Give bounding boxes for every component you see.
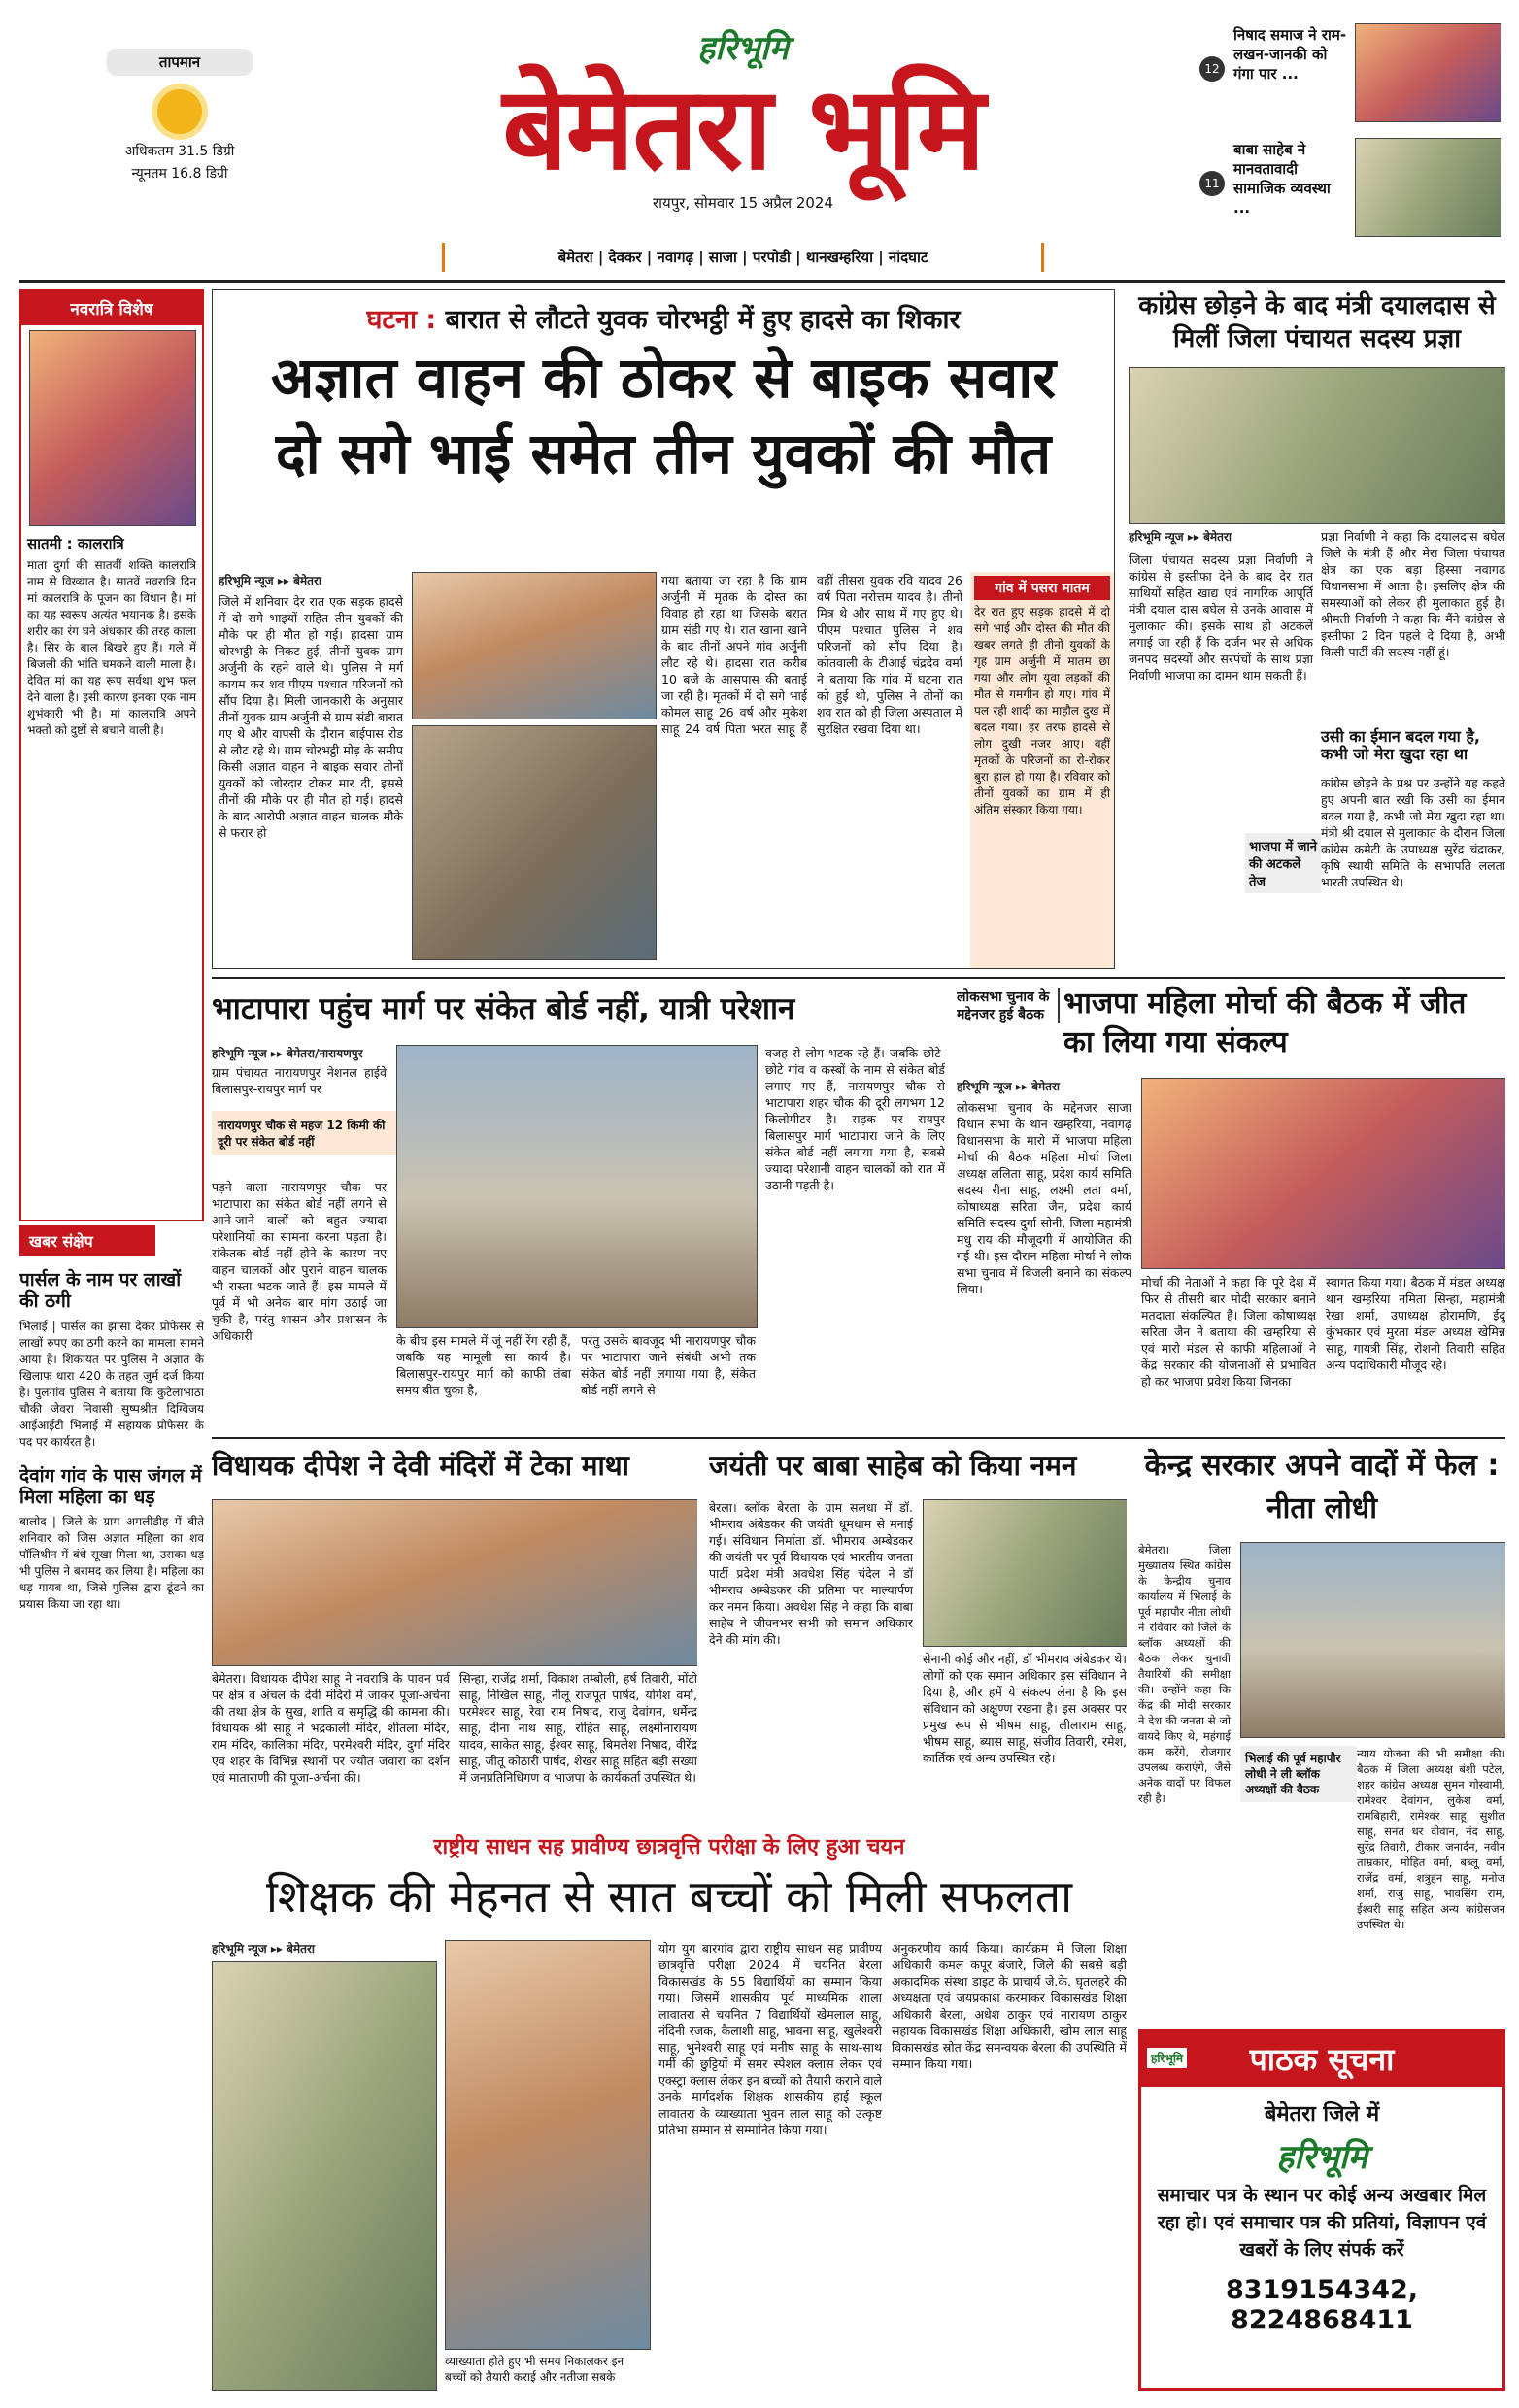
reader-notice (1138, 2029, 1505, 2391)
navratri-box (19, 289, 204, 1221)
scholarship-byline: हरिभूमि न्यूज ▸▸ बेमेतरा (212, 1942, 315, 1956)
lodhi-photo (1240, 1542, 1505, 1738)
masthead-title: बेमेतरा भूमि (502, 61, 984, 195)
lead-sidebar (970, 572, 1114, 968)
masthead (427, 29, 1059, 243)
teaser-item[interactable] (1180, 134, 1501, 241)
side-title: गांव में पसरा मातम (974, 576, 1110, 600)
edition-item[interactable]: साजा (708, 249, 737, 266)
accident-photo-2 (412, 725, 657, 960)
min-temp: न्यूनतम 16.8 डिग्री (131, 166, 228, 182)
mla-col2: सिन्हा, राजेंद्र शर्मा, विकाश तम्बोली, हर्ष तिवारी, मोंटी साहू, निखिल साहू, नीलू राजपूत पार्षद, योगेश वर्मा, परमेश्वर साहू, रेवा राम निषाद, राजु देवांगन, धर्मेन्द्र साहू, दीना नाथ साहू, रोहित साहू, लक्ष्मीनारायण यादव, साकेत साहू, ईश्वर साहू, बिमलेश निषाद, वीरेंद्र साहू, जीतू कोठारी पार्षद, शेखर साहू सहित बड़ी संख्या में जनप्रतिनिधिगण व भाजपा के कार्यकर्ता उपस्थित थे। (459, 1671, 697, 1785)
teaser-photo (1355, 23, 1501, 122)
lead-col2: गया बताया जा रहा है कि ग्राम अर्जुनी में मृतक के दोस्त का विवाह हो रहा था जिसके बरात ग्राम संडी गए थे। रात खाना खाने के बाद तीनों अपने गांव अर्जुनी लौट रहे थे। हादसा रात करीब 10 बजे के आसपास की बताई जा रही है। मृतकों में दो सगे भाई कोमल साहू 26 वर्ष और मुकेश साहू 24 वर्ष पिता भरत साहू हैं वहीं तीसरा युवक रवि यादव 26 वर्ष पिता नरोत्तम यादव है। तीनों मित्र थे और साथ में गए हुए थे। पीएम पश्चात पुलिस ने शव परिजनों को सौंप दिया है। कोतवाली के टीआई चंद्रदेव वर्मा ने बताया कि गांव में घटना रात को हुई थी, पुलिस ने तीनों का शव रात को ही जिला अस्पताल में सुरक्षित रखवा दिया था। (661, 573, 962, 736)
notice-phones[interactable]: 8319154342, 8224868411 (1225, 2275, 1419, 2335)
lead-headline-1: अज्ञात वाहन की ठोकर से बाइक सवार (270, 345, 1057, 411)
ambedkar-headline: जयंती पर बाबा साहेब को किया नमन (709, 1450, 1077, 1482)
notice-line1: बेमेतरा जिले में (1264, 2102, 1380, 2126)
news-brief (19, 1225, 204, 2391)
ambedkar-photo (923, 1499, 1127, 1647)
bhatapara-intro: ग्राम पंचायत नारायणपुर नेशनल हाईवे बिलासपुर-रायपुर मार्ग पर (212, 1065, 387, 1096)
bhatapara-col4: वजह से लोग भटक रहे हैं। जबकि छोटे-छोटे गांव व कस्बों के नाम से संकेत बोर्ड लगाए गए हैं, नारायणपुर चौक से भाटापारा शहर चौक की दूरी लगभग 12 किलोमीटर है। सड़क पर रायपुर बिलासपुर मार्ग भाटापारा जाने के लिए संकेत बोर्ड नहीं लगाया गया है, सबसे ज्यादा परेशानी वाहन चालकों को रात में उठानी पड़ती है। (765, 1046, 945, 1192)
bjp-headline: भाजपा महिला मोर्चा की बैठक में जीत का लिया गया संकल्प (1063, 987, 1467, 1059)
congress-story (1129, 289, 1505, 969)
mla-headline: विधायक दीपेश ने देवी मंदिरों में टेका माथा (212, 1450, 629, 1482)
section-divider (212, 977, 1505, 979)
photo-caption: व्याख्याता होते हुए भी समय निकालकर इन बच्चों को तैयारी कराई और नतीजा सबके (445, 2355, 624, 2384)
goddess-image (29, 330, 196, 526)
brief-headline: देवांग गांव के पास जंगल में मिला महिला का धड़ (19, 1464, 202, 1508)
notice-header (1141, 2032, 1502, 2087)
teaser-photo (1355, 138, 1501, 237)
navratri-subtitle: सातमी : कालरात्रि (27, 535, 124, 552)
kicker-text: बारात से लौटते युवक चोरभट्ठी में हुए हादसे का शिकार (445, 305, 961, 335)
lodhi-headline: केन्द्र सरकार अपने वादों में फेल : नीता लोधी (1144, 1449, 1500, 1525)
lead-story (212, 289, 1115, 969)
notice-logo: हरिभूमि (1147, 2048, 1187, 2068)
weather-label: तापमान (107, 49, 253, 76)
lead-col1: जिले में शनिवार देर रात एक सड़क हादसे में दो सगे भाइयों सहित तीन युवकों की मौके पर ही मौत हो गई। हादसा ग्राम चोरभट्ठी के निकट हुई, तीनों युवक ग्राम अर्जुनी के रहने वाले थे। पुलिस ने मर्ग कायम कर शव पीएम पश्चात परिजनों को सौंप दिया है। मिली जानकारी के अनुसार तीनों युवक ग्राम अर्जुनी से ग्राम संडी बारात गए थे और वापसी के दौरान बाईपास रोड से लौट रहे थे। ग्राम चोरभट्ठी मोड़ के समीप किसी अज्ञात वाहन ने बाइक सवार तीनों युवकों को जोरदार टोकर मार दी, इससे तीनों की मौके पर ही मौत हो गई। हादसे के बाद आरोपी अज्ञात वाहन चालक मौके से फरार हो (219, 594, 403, 840)
congress-body-1: जिला पंचायत सदस्य प्रज्ञा निर्वाणी ने कांग्रेस से इस्तीफा देने के बाद देर रात साथियों सहित खाद्य एवं नागरिक आपूर्ति मंत्री दयाल दास बघेल से उनके आवास में मुलाकात की। इसके साथ ही अटकलें लगाई जा रही हैं कि दर्जन भर से अधिक जनपद सदस्यों और सरपंचों के साथ प्रज्ञा निर्वाणी भाजपा का दामन थाम सकती हैं। (1129, 552, 1313, 683)
edition-item[interactable]: बेमेतरा (557, 249, 593, 266)
congress-headline: कांग्रेस छोड़ने के बाद मंत्री दयालदास से मिलीं जिला पंचायत सदस्य प्रज्ञा (1138, 291, 1496, 353)
navratri-title: नवरात्रि विशेष (21, 291, 202, 325)
accident-photo-1 (412, 572, 657, 719)
bhatapara-callout: नारायणपुर चौक से महज 12 किमी की दूरी पर संकेत बोर्ड नहीं (212, 1111, 398, 1155)
bhatapara-col3: परंतु उसके बावजूद भी नारायणपुर चौक पर भाटापारा जाने संबंधी अभी तक संकेत बोर्ड नहीं लगाया गया है, संकेत बोर्ड नहीं लगने से (581, 1333, 756, 1397)
scholarship-col2: अनुकरणीय कार्य किया। कार्यक्रम में जिला शिक्षा अधिकारी कमल कपूर बंजारे, जिले की सबसे बड़ी अकादमिक संस्था डाइट के प्राचार्य जे.के. घृतलहरे की अध्यक्षता एवं जयप्रकाश करमाकर विकासखंड शिक्षा अधिकारी बेरला, अधेश ठाकुर एवं नारायण ठाकुर सहायक विकासखंड शिक्षा अधिकारी, खोम लाल साहू विकासखंड स्रोत केंद्र समन्वयक बेरला की उपस्थिति में सम्मान किया गया। (892, 1941, 1127, 2071)
dateline: रायपुर, सोमवार 15 अप्रैल 2024 (653, 194, 833, 212)
teaser-page-badge: 11 (1199, 171, 1225, 196)
navratri-body: माता दुर्गा की सातवीं शक्ति कालरात्रि नाम से विख्यात है। सातवें नवरात्रि दिन मां कालरात्रि के पूजन का विधान है। मां का यह स्वरूप अत्यंत भयानक है। इसके शरीर का रंग घने अंधकार की तरह काला है। सिर के बाल बिखरे हुए हैं। गले में बिजली की भांति चमकने वाली माला है। देवित मां का यह रूप सर्वथा शुभ फल देने वाला है। इसी कारण इनका एक नाम शुभंकारी भी है। मां कालरात्रि अपने भक्तों को दुष्टों से बचाने वाली है। (27, 558, 196, 737)
bjp-byline: हरिभूमि न्यूज ▸▸ बेमेतरा (957, 1080, 1060, 1093)
teaser-item[interactable] (1180, 19, 1501, 126)
bhatapara-byline: हरिभूमि न्यूज ▸▸ बेमेतरा/नारायणपुर (212, 1047, 363, 1060)
max-temp: अधिकतम 31.5 डिग्री (124, 144, 235, 159)
bhatapara-col1: पड़ने वाला नारायणपुर चौक पर भाटापारा का संकेत बोर्ड नहीं लगने से आने-जाने वालों को बहुत ज्यादा परेशानियों का सामना करना पड़ता है। संकेतक बोर्ड नहीं होने के कारण नए वाहन चालकों और पुराने वाहन चालक भी रास्ता भटक जाते हैं। इस मामले में पूर्व में भी अनेक बार मांग उठाई जा चुकी है, परंतु शासन और प्रशासन के अधिकारी (212, 1180, 387, 1343)
notice-line2: समाचार पत्र के स्थान पर कोई अन्य अखबार मिल रहा हो। एवं समाचार पत्र की प्रतियां, विज्ञापन एवं खबरों के लिए संपर्क करें (1157, 2185, 1487, 2260)
lead-byline: हरिभूमि न्यूज ▸▸ बेमेतरा (219, 574, 321, 587)
lodhi-col2: न्याय योजना की भी समीक्षा की। बैठक में जिला अध्यक्ष बंशी पटेल, शहर कांग्रेस अध्यक्ष सुमन गोस्वामी, रामेश्वर देवांगन, लुकेश वर्मा, रामबिहारी, रामेश्वर साहू, सुशील साहू, सनत धर दीवान, नंद साहू, सुरेंद्र तिवारी, टीकार जनार्दन, नवीन ताम्रकार, मोहित वर्मा, बब्लू वर्मा, राजेंद्र वर्मा, शत्रुहन साहू, मनोज शर्मा, राजु साहू, भावसिंग राम, ईश्वरी साहू सहित अन्य कांग्रेसजन उपस्थित थे। (1357, 1747, 1505, 1931)
teaser-page-badge: 12 (1199, 56, 1225, 82)
bjp-col1: लोकसभा चुनाव के मद्देनजर साजा विधान सभा के थान खम्हरिया, नवागढ़ विधानसभा के मारो में भाजपा महिला मोर्चा की बैठक महिला मोर्चा जिला अध्यक्ष ललिता साहू, प्रदेश कार्य समिति सदस्य रीना साहू, लक्ष्मी लता वर्मा, कोषाध्यक्ष सरिता जैन, प्रदेश कार्य समिति सदस्य दुर्गा सोनी, जिला महामंत्री मधु राय की मौजूदगी में आयोजित की गई थी। इस दौरान महिला मोर्चा ने लोक सभा चुनाव में बिजली बनाने का संकल्प लिया। (957, 1100, 1131, 1296)
teaser-text: बाबा साहेब ने मानवतावादी सामाजिक व्यवस्था ... (1233, 141, 1331, 217)
students-photo-main (445, 1940, 651, 2350)
lodhi-col1: बेमेतरा। जिला मुख्यालय स्थित कांग्रेस के केन्द्रीय चुनाव कार्यालय में भिलाई के पूर्व महापौर नीता लोधी ने रविवार को जिले के ब्लॉक अध्यक्षों की बैठक लेकर चुनावी तैयारियों की समीक्षा की। उन्होंने कहा कि केंद्र की मोदी सरकार ने देश की जनता से जो वायदे किए थे, महंगाई कम करेंगे, रोजगार उपलब्ध कराएंगे, जैसे अनेक वादों पर विफल रही है। (1138, 1543, 1231, 1805)
brief-body: बालोद | जिले के ग्राम अमलीडीह में बीते शनिवार को जिस अज्ञात महिला का शव पॉलिथीन में बंधे सूखा मिला था, उसका धड़ भी पुलिस ने बरामद कर लिया है। महिला का धड़ गायब था, जिसे पुलिस द्वारा ढूंढने का प्रयास किया जा रहा था। (19, 1515, 204, 1612)
teaser-strip (1180, 19, 1501, 243)
bjp-col2: मोर्चा की नेताओं ने कहा कि पूरे देश में फिर से तीसरी बार मोदी सरकार बनाने मतदाता संकल्पित है। जिला कोषाध्यक्ष सरिता जैन ने बताया की खम्हरिया से एवं मारो मंडल से काफी महिलाओं ने केंद्र सरकार की योजनाओं से प्रभावित हो कर भाजपा प्रवेश किया जिनका (1141, 1275, 1316, 1388)
weather-box (107, 49, 253, 214)
congress-body-2: प्रज्ञा निर्वाणी ने कहा कि दयालदास बघेल जिले के मंत्री हैं और मेरा जिला पंचायत क्षेत्र का एक बड़ा हिस्सा नवागढ़ विधानसभा में आता है। इसलिए क्षेत्र की समस्याओं को लेकर ही मुलाकात हुई है। श्रीमती निर्वाणी ने कहा कि मैंने कांग्रेस से इस्तीफा 2 दिन पहले दे दिया है, अभी किसी पार्टी की सदस्य नहीं हूं। (1321, 529, 1505, 659)
notice-brand: हरिभूमि (1276, 2138, 1367, 2177)
lead-headline-2: दो सगे भाई समेत तीन युवकों की मौत (275, 420, 1052, 486)
ambedkar-story (709, 1445, 1127, 1823)
scholarship-col1: योग युग बारगांव द्वारा राष्ट्रीय साधन सह प्रावीण्य छात्रवृत्ति परीक्षा 2024 में चयनित बेरला विकासखंड के 55 विद्यार्थियों का सम्मान किया गया। जिसमें शासकीय पूर्व माध्यमिक शाला लावातरा से चयनित 7 विद्यार्थियों खेमलाल साहू, नंदिनी रजक, कैलाशी साहू, भावना साहू, खुलेश्वरी साहू, भुनेश्वरी साहू एवं मनीष साहू के साथ-साथ गर्मी की छुट्टियों में समर स्पेशल क्लास लेकर एवं एक्स्ट्रा क्लास लेकर इन बच्चों को तैयारी कराने वाले उनके मार्गदर्शक शिक्षक शासकीय हाई स्कूल लावातरा के व्याख्याता भुवन लाल साहू को उत्कृष्ट प्रतिभा सम्मान से सम्मानित किया गया। (658, 1941, 882, 2137)
scholarship-headline: शिक्षक की मेहनत से सात बच्चों को मिली सफलता (265, 1870, 1073, 1923)
scholarship-kicker: राष्ट्रीय साधन सह प्रावीण्य छात्रवृत्ति परीक्षा के लिए हुआ चयन (433, 1835, 905, 1859)
edition-bar: बेमेतरा | देवकर | नवागढ़ | साजा | परपोडी | थानखम्हरिया | नांदघाट (442, 243, 1044, 272)
bhatapara-story (212, 985, 945, 1431)
congress-subheadline: उसी का ईमान बदल गया है, कभी जो मेरा खुदा रहा था (1321, 727, 1480, 764)
teaser-text: निषाद समाज ने राम-लखन-जानकी को गंगा पार ... (1233, 26, 1347, 83)
edition-item[interactable]: देवकर (608, 249, 642, 266)
side-body: देर रात हुए सड़क हादसे में दो सगे भाई और दोस्त की मौत की खबर लगते ही तीनों युवकों के गृह ग्राम अर्जुनी में मातम छा गया और लोग यूवा लड़कों की मौत से गमगीन हो गए। गांव में पल रही शादी का माहौल दुख में बदल गया। हर तरफ हादसे से लोग दुखी नजर आए। वहीं मृतकों के परिजनों का रो-रोकर बुरा हाल हो गया है। रविवार को तीनों युवकों का ग्राम में ही अंतिम संस्कार किया गया। (974, 605, 1110, 817)
edition-item[interactable]: थानखम्हरिया (805, 249, 873, 266)
sun-icon (157, 89, 202, 134)
mla-col1: बेमेतरा। विधायक दीपेश साहू ने नवरात्रि के पावन पर्व पर क्षेत्र व अंचल के देवी मंदिरों में जाकर पूजा-अर्चना की तथा क्षेत्र के सुख, शांति व समृद्धि की कामना की। विधायक श्री साहू ने भद्रकाली मंदिर, शीतला मंदिर, राम मंदिर, कालिका मंदिर, परमेश्वरी मंदिर, दुर्गा मंदिर एवं शहर के विभिन्न स्थानों पर ज्योत जंवारा का दर्शन एवं माताराणी की पूजा-अर्चना की। (212, 1671, 450, 1785)
mla-photo (212, 1499, 697, 1666)
brief-body: भिलाई | पार्सल का झांसा देकर प्रोफेसर से लाखों रुपए का ठगी करने का मामला सामने आया है। शिकायत पर पुलिस ने अज्ञात के खिलाफ धारा 420 के तहत जुर्म दर्ज किया है। पुलगांव पुलिस ने बताया कि कुटेलाभाठा चौकी जेवरा निवासी सुष्पश्रीत दिग्विजय आईआईटी भिलाई में सहायक प्रोफेसर के पद पर कार्यरत है। (19, 1319, 204, 1449)
edition-item[interactable]: नांदघाट (888, 249, 928, 266)
congress-subbody: कांग्रेस छोड़ने के प्रश्न पर उन्होंने यह कहते हुए अपनी बात रखी कि उसी का ईमान बदल गया है, कभी जो मेरा खुदा रहा था। मंत्री श्री दयाल से मुलाकात के दौरान जिला कांग्रेस कमेटी के उपाध्यक्ष सुरेंद्र चंद्राकर, कृषि स्थायी समिति के सभापति ललता भारती उपस्थित थे। (1321, 776, 1505, 889)
lead-kicker (213, 290, 1114, 340)
brief-headline: पार्सल के नाम पर लाखों की ठगी (19, 1269, 182, 1312)
bjp-col3: स्वागत किया गया। बैठक में मंडल अध्यक्ष थान खम्हरिया नमिता सिन्हा, महामंत्री रेखा शर्मा, उपाध्यक्ष होरामणि, ईदु कुंभकार एवं मुरता मंडल अध्यक्ष खेमिन्न साहू, गायत्री सिंह, रोशनी तिवारी सहित अन्य पदाधिकारी मौजूद रहे। (1326, 1275, 1505, 1372)
kicker-label: घटना : (366, 305, 437, 335)
congress-side-note: भाजपा में जाने की अटकलें तेज (1245, 833, 1321, 893)
ambedkar-col1: बेरला। ब्लॉक बेरला के ग्राम सलधा में डॉ. भीमराव अंबेडकर की जयंती धूमधाम से मनाई गई। संविधान निर्माता डॉ. भीमराव अम्बेडकर की जयंती पर पूर्व विधायक एवं भारतीय जनता पार्टी प्रदेश मंत्री अवधेश सिंह चंदेल ने डॉ भीमराव अम्बेडकर की प्रतिमा पर माल्यार्पण कर नमन किया। अवधेश सिंह ने कहा कि बाबा साहेब ने जीवनभर सभी को समान अधिकार देने की मांग की। (709, 1500, 913, 1647)
news-brief-header: खबर संक्षेप (19, 1225, 155, 1256)
masthead-divider (19, 280, 1505, 283)
congress-photo (1129, 367, 1505, 524)
lodhi-side-note: भिलाई की पूर्व महापौर लोधी ने ली ब्लॉक अध्यक्षों की बैठक (1240, 1746, 1357, 1802)
section-divider (212, 1437, 1505, 1439)
bjp-tag: लोकसभा चुनाव के मद्देनजर हुई बैठक (957, 988, 1060, 1023)
bjp-story (957, 985, 1505, 1431)
lodhi-story (1138, 1445, 1505, 2018)
brand-small-logo: हरिभूमि (697, 29, 789, 68)
road-photo (396, 1045, 758, 1328)
mla-story (212, 1445, 697, 1823)
bhatapara-headline: भाटापारा पहुंच मार्ग पर संकेत बोर्ड नहीं, यात्री परेशान (212, 991, 795, 1026)
scholarship-story (212, 1831, 1127, 2394)
congress-byline: हरिभूमि न्यूज ▸▸ बेमेतरा (1129, 530, 1232, 544)
notice-title: पाठक सूचना (1249, 2041, 1395, 2078)
ceremony-photo (212, 1961, 437, 2391)
edition-item[interactable]: नवागढ़ (657, 249, 693, 266)
bjp-photo (1141, 1078, 1505, 1269)
ambedkar-col2: सेनानी कोई और नहीं, डॉ भीमराव अंबेडकर थे। लोगों को एक समान अधिकार इस संविधान ने दिया है, और हमें ये संकल्प लेना है कि इस संविधान को अक्षुण्ण रखना है। इस अवसर पर प्रमुख रूप से भीषम साहू, लीलाराम साहू, भीषम साहू, ब्यास साहू, संजीव तिवारी, रमेश, कार्तिक एवं अन्य उपस्थित रहे। (923, 1652, 1127, 1765)
edition-item[interactable]: परपोडी (752, 249, 791, 266)
bhatapara-col2: के बीच इस मामले में जूं नहीं रेंग रही हैं, जबकि यह मामूली सा कार्य है। बिलासपुर-रायपुर मार्ग को काफी लंबा समय बीत चुका है, (396, 1333, 571, 1397)
